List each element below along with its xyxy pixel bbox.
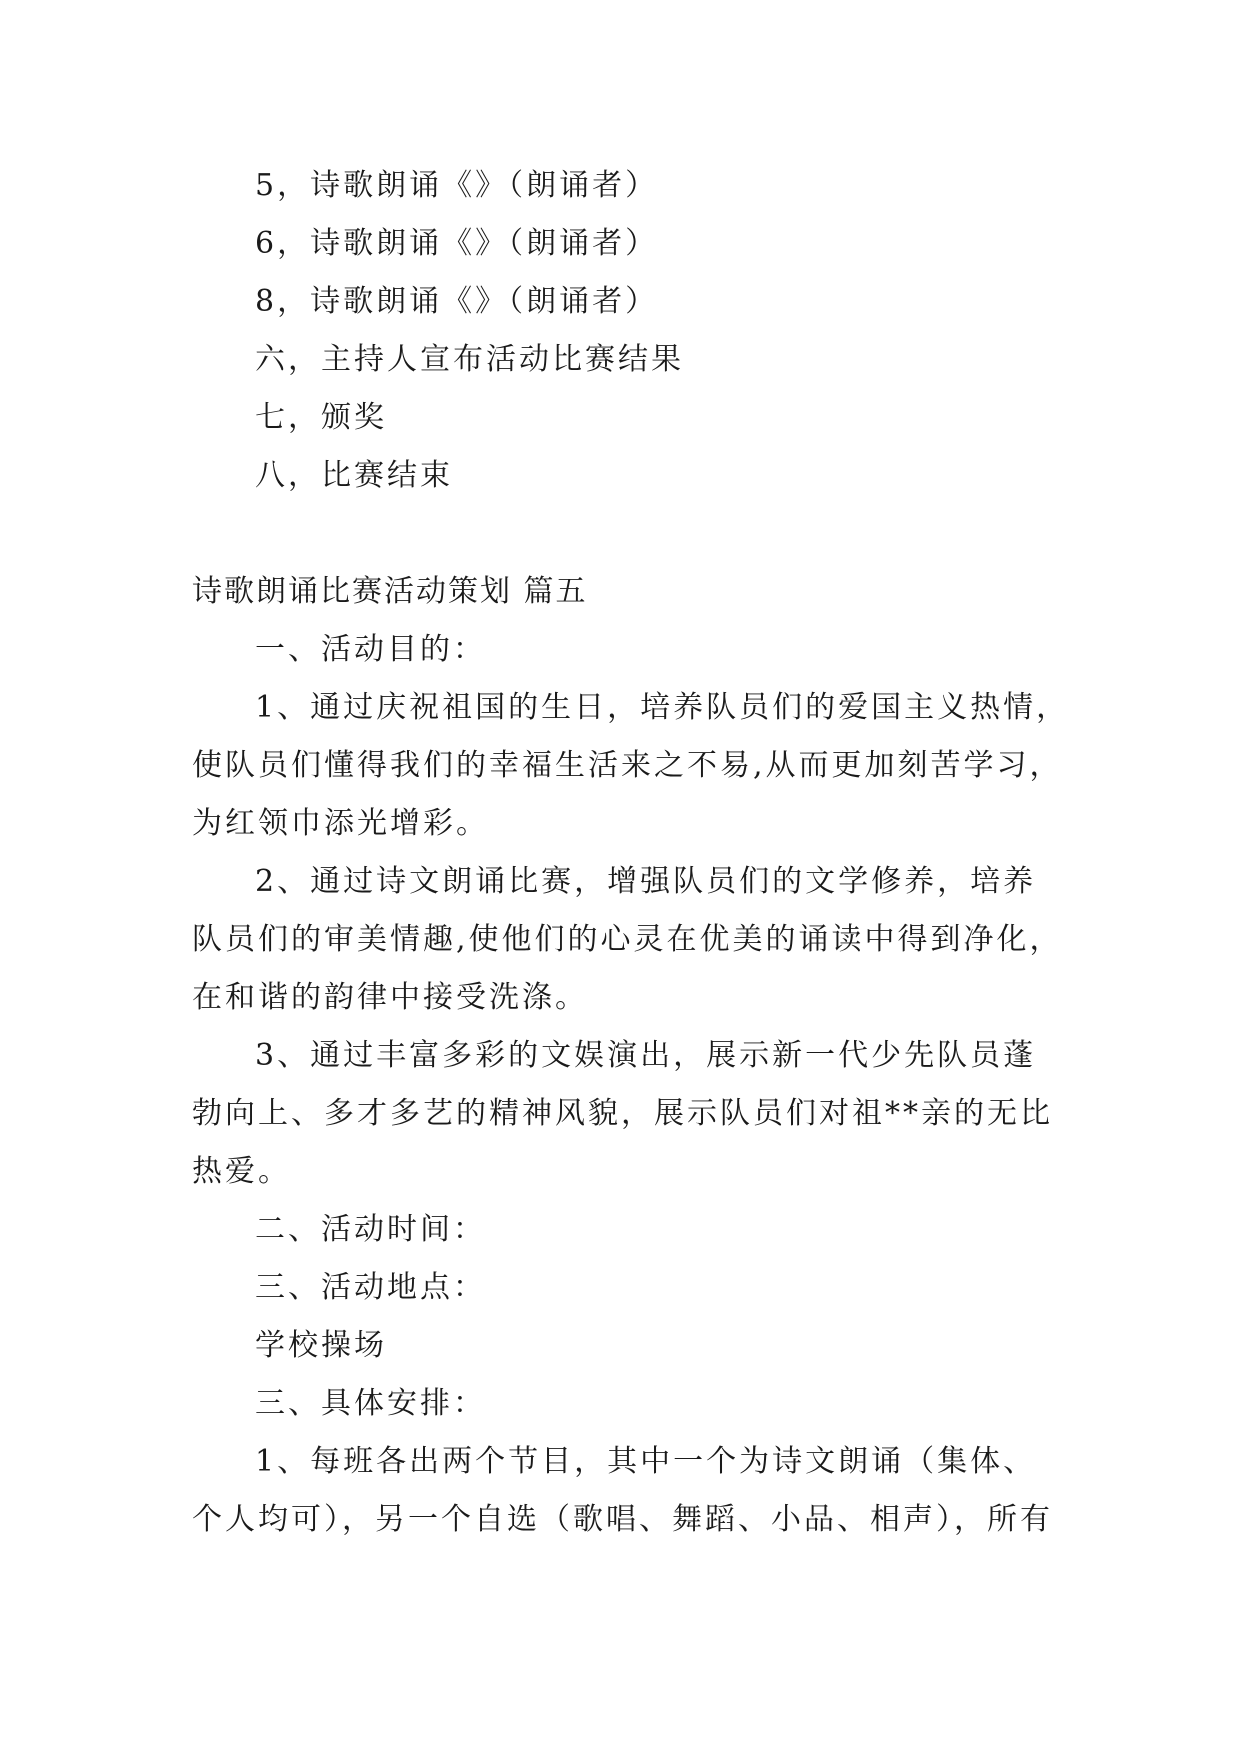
purpose-1-line-2: 使队员们懂得我们的幸福生活来之不易,从而更加刻苦学习， — [192, 748, 1063, 783]
step-six: 六，主持人宣布活动比赛结果 — [255, 342, 684, 377]
step-eight: 八，比赛结束 — [255, 458, 453, 493]
purpose-1-line-1: 1、通过庆祝祖国的生日，培养队员们的爱国主义热情， — [255, 690, 1070, 725]
purpose-3-line-3: 热爱。 — [192, 1154, 291, 1189]
purpose-2-line-2: 队员们的审美情趣,使他们的心灵在优美的诵读中得到净化， — [192, 922, 1063, 957]
purpose-3-line-2: 勃向上、多才多艺的精神风貌，展示队员们对祖**亲的无比 — [192, 1096, 1053, 1131]
heading-purpose: 一、活动目的： — [255, 632, 486, 667]
purpose-2-line-3: 在和谐的韵律中接受洗涤。 — [192, 980, 588, 1015]
program-item-6: 6，诗歌朗诵《》（朗诵者） — [255, 226, 659, 261]
program-item-8: 8，诗歌朗诵《》（朗诵者） — [255, 284, 659, 319]
step-seven: 七，颁奖 — [255, 400, 387, 435]
purpose-2-line-1: 2、通过诗文朗诵比赛，增强队员们的文学修养，培养 — [255, 864, 1037, 899]
heading-location: 三、活动地点： — [255, 1270, 486, 1305]
purpose-1-line-3: 为红领巾添光增彩。 — [192, 806, 489, 841]
location-value: 学校操场 — [255, 1328, 387, 1363]
arrangement-1-line-1: 1、每班各出两个节目，其中一个为诗文朗诵（集体、 — [255, 1444, 1037, 1479]
section-title: 诗歌朗诵比赛活动策划 篇五 — [192, 574, 588, 609]
arrangement-1-line-2: 个人均可），另一个自选（歌唱、舞蹈、小品、相声），所有 — [192, 1502, 1053, 1537]
purpose-3-line-1: 3、通过丰富多彩的文娱演出，展示新一代少先队员蓬 — [255, 1038, 1037, 1073]
program-item-5: 5，诗歌朗诵《》（朗诵者） — [255, 168, 659, 203]
heading-time: 二、活动时间： — [255, 1212, 486, 1247]
heading-arrangement: 三、具体安排： — [255, 1386, 486, 1421]
